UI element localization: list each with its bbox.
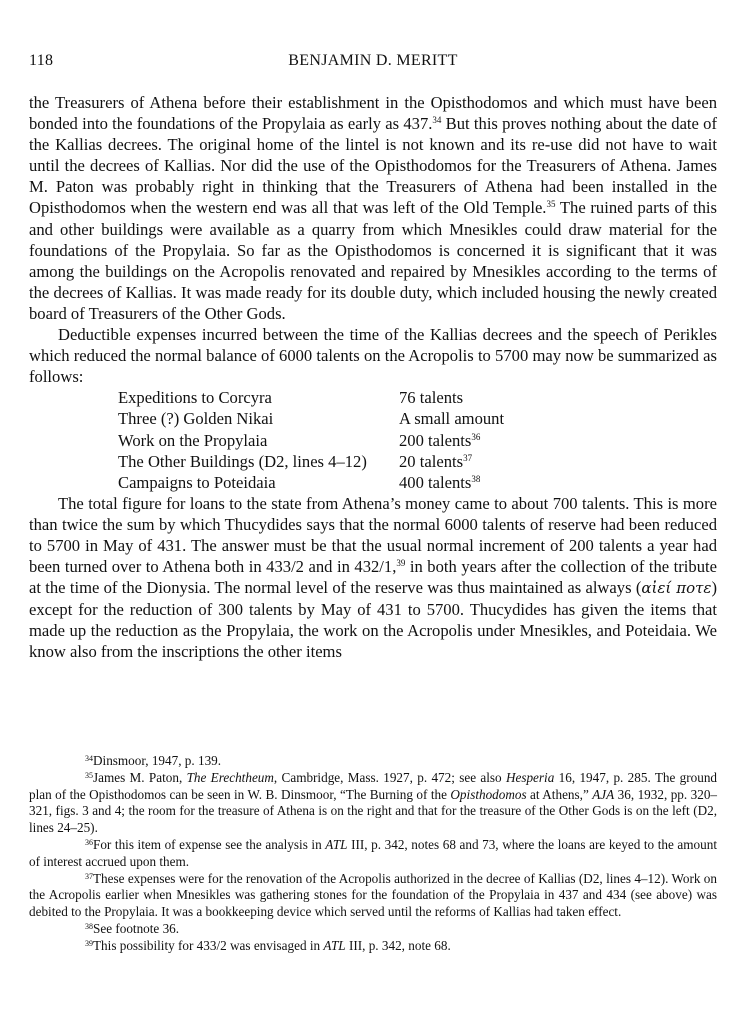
footnote-39	[29, 938, 717, 955]
footnote-text: This possibility for 433/2 was envisaged in	[93, 937, 324, 953]
footnote-text: III, p. 342, note 68.	[345, 937, 451, 953]
footnote-35	[29, 770, 717, 837]
expense-amount-text: 76 talents	[399, 388, 464, 408]
footnote-text: These expenses were for the renovation of the Acropolis authorized in the decree of Kallias (D2, lines 4–12). Work on the Acropolis earlier when Mnesikles was gathering stones for the foundation of the Propylaia in 437 and 434 (see above) was debited to the Propylaia. It was a bookkeeping device which served until the reforms of Kallias had taken effect.	[29, 870, 717, 920]
footnote-number: 39	[85, 938, 93, 948]
footnote-text: at Athens,”	[526, 786, 593, 802]
paragraph-3	[29, 493, 717, 663]
paragraph-text: in both years after the collection of the tribute at the time of the Dionysia. The normal level of the reserve was thus maintained as always (	[29, 557, 717, 598]
footnote-number: 35	[85, 770, 93, 780]
page	[29, 52, 717, 663]
footnote-ref[interactable]: 38	[471, 473, 481, 484]
footnote-text: , Cambridge, Mass. 1927, p. 472; see also	[273, 769, 506, 785]
expense-row	[118, 472, 504, 493]
paragraph-text: The total figure for loans to the state from Athena’s money came to about 700 talents. This is more than twice the sum by which Thucydides says that the normal 6000 talents of reserve had been reduced to 5700 in May of 431. The answer must be that the usual normal increment of 200 talents a year had been turned over to Athena both in 433/2 and in 432/1,	[29, 493, 717, 577]
paragraph-1	[29, 92, 717, 324]
footnote-text: 16, 1947, p. 285. The ground plan of the Opisthodomos can be seen in W. B. Dinsmoor, “The Burning of the	[29, 769, 718, 802]
running-head: BENJAMIN D. MERITT	[288, 52, 458, 69]
footnote-ref[interactable]: 36	[471, 431, 481, 442]
expense-row	[118, 451, 504, 472]
paragraph-2: Deductible expenses incurred between the time of the Kallias decrees and the speech of Perikles which reduced the normal balance of 6000 talents on the Acropolis to 5700 may now be summarized as follows:	[29, 325, 717, 387]
expense-amount	[399, 430, 504, 451]
footnote-37	[29, 871, 717, 921]
expense-amount	[399, 472, 504, 493]
paragraph-text: But this proves nothing about the date of the Kallias decrees. The original home of the lintel is not known and its re-use did not have to wait until the decrees of Kallias. Nor did the use of the Opisthodomos for the Treasurers of Athena. James M. Paton was probably right in thinking that the Treasurers of Athena had been installed in the Opisthodomos when the western end was all that was left of the Old Temple.	[29, 114, 717, 218]
expense-item: Work on the Propylaia	[118, 430, 268, 450]
expense-row	[118, 430, 504, 451]
footnote-text: James M. Paton,	[93, 769, 187, 785]
body-text	[29, 92, 717, 663]
footnote-text: For this item of expense see the analysis in	[93, 836, 326, 852]
paragraph-text: The ruined parts of this and other buildings were available as a quarry from which Mnesikles could draw material for the foundations of the Propylaia. So far as the Opisthodomos is concerned it is significant that it was among the buildings on the Acropolis renovated and repaired by Mnesikles according to the terms of the decrees of Kallias. It was made ready for its double duty, which included housing the newly created board of Treasurers of the Other Gods.	[29, 198, 717, 323]
expense-amount	[399, 387, 504, 408]
italic-title: Opisthodomos	[450, 786, 527, 802]
paragraph-text: ) except for the reduction of 300 talents by May of 431 to 5700. Thucydides has given the items that made up the reduction as the Propylaia, the work on the Acropolis under Mnesikles, and Poteidaia. We know also from the inscriptions the other items	[29, 578, 717, 662]
footnote-ref[interactable]: 37	[463, 452, 473, 463]
footnote-34	[29, 753, 717, 770]
footnote-number: 34	[85, 754, 93, 763]
expense-amount-text: 200 talents	[399, 430, 472, 450]
expense-amount-text: A small amount	[399, 409, 505, 429]
expense-item: Campaigns to Poteidaia	[118, 472, 276, 492]
footnotes	[29, 753, 717, 955]
expense-item: Expeditions to Corcyra	[118, 388, 272, 408]
paragraph-text: the Treasurers of Athena before their establishment in the Opisthodomos and which must have been bonded into the foundations of the Propylaia as early as 437.	[29, 93, 717, 134]
expense-item: Three (?) Golden Nikai	[118, 409, 274, 429]
expense-row	[118, 387, 504, 408]
italic-title: Hesperia	[505, 769, 555, 785]
italic-title: AJA	[592, 786, 615, 802]
page-header	[29, 52, 717, 76]
footnote-36	[29, 837, 717, 871]
footnote-text: III, p. 342, notes 68 and 73, where the loans are keyed to the amount of interest accrued upon them.	[29, 836, 717, 869]
greek-phrase: αἰεί ποτε	[641, 579, 712, 598]
expenses-table	[118, 387, 504, 492]
expense-row	[118, 408, 504, 429]
expense-amount-text: 400 talents	[399, 472, 472, 492]
footnote-38	[29, 921, 717, 938]
italic-title: ATL	[323, 937, 346, 953]
footnote-ref[interactable]: 39	[396, 558, 406, 569]
footnote-text: Dinsmoor, 1947, p. 139.	[93, 753, 222, 768]
footnote-ref[interactable]: 34	[432, 115, 442, 126]
footnote-text: See footnote 36.	[93, 920, 180, 936]
expense-amount	[399, 451, 504, 472]
expense-item: The Other Buildings (D2, lines 4–12)	[118, 451, 367, 471]
footnote-text: 36, 1932, pp. 320–321, figs. 3 and 4; the room for the treasure of Athena is on the right and that for the treasure of the Other Gods is on the left (D2, lines 24–25).	[29, 786, 718, 836]
italic-title: ATL	[325, 836, 348, 852]
expense-amount	[399, 408, 504, 429]
footnote-number: 37	[85, 871, 93, 881]
footnote-number: 36	[85, 837, 93, 847]
page-number: 118	[29, 52, 54, 69]
footnote-number: 38	[85, 921, 93, 931]
expense-amount-text: 20 talents	[399, 451, 464, 471]
footnote-ref[interactable]: 35	[546, 199, 556, 210]
italic-title: The Erechtheum	[186, 769, 274, 785]
